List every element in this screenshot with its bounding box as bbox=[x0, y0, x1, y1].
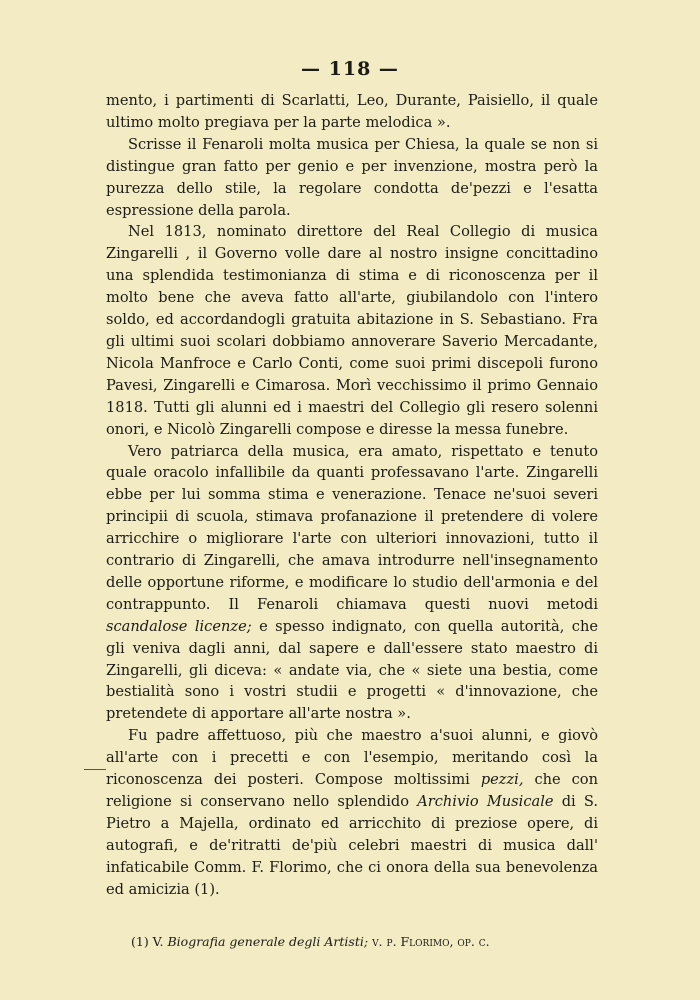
margin-mark bbox=[84, 769, 106, 770]
text-run: Vero patriarca della musica, era amato, rispettato e tenuto quale oracolo infallibile da quanti professavano l'arte. Zingarelli ebbe per lui somma stima e venerazione. Tenace ne'suoi severi principii di scuola, stimava profanazione il pretendere di volere arricchire o migliorare l'arte con ulteriori innovazioni, tutto il contrario di Zingarelli, che amava introdurre nell'insegnamento delle opportune riforme, e modificare lo studio dell'armonia e del contrappunto. Il Fenaroli chiamava questi nuovi metodi bbox=[106, 442, 598, 613]
italic-text: pezzi, bbox=[480, 771, 524, 789]
text-run: di S. Pietro a Majella, ordinato ed arricchito di preziose opere, di autografi, e de'ritratti de'più celebri maestri di musica dall' infaticabile Comm. F. Florimo, che ci onora della sua benevolenza ed amicizia (1). bbox=[106, 793, 598, 898]
paragraph bbox=[106, 725, 598, 900]
text-run: Fu padre affettuoso, più che maestro a'suoi alunni, e giovò all'arte con i precetti e con l'esempio, meritando così la riconoscenza dei posteri. Compose moltissimi bbox=[106, 727, 598, 789]
paragraph bbox=[106, 221, 598, 440]
paragraph bbox=[106, 90, 598, 134]
footnote-title: Biografia generale degli Artisti; bbox=[167, 934, 369, 949]
text-run: Scrisse il Fenaroli molta musica per Chiesa, la quale se non si distingue gran fatto per genio e per invenzione, mostra però la purezza dello stile, la regolare condotta de'pezzi e l'esatta espressione della parola. bbox=[106, 135, 598, 219]
body-text bbox=[106, 90, 598, 901]
paragraph bbox=[106, 441, 598, 726]
italic-text: Archivio Musicale bbox=[417, 793, 554, 810]
italic-text: scandalose licenze; bbox=[106, 617, 252, 635]
footnote bbox=[131, 934, 611, 950]
paragraph bbox=[106, 134, 598, 222]
footnote-reference: v. p. Florimo, op. c. bbox=[372, 934, 490, 949]
text-run: Nel 1813, nominato direttore del Real Collegio di musica Zingarelli , il Governo volle dare al nostro insigne concittadino una splendida testimonianza di stima e di riconoscenza per il molto bene che aveva fatto all'arte, giubilandolo con l'intero soldo, ed accordandogli gratuita abitazione in S. Sebastiano. Fra gli ultimi suoi scolari dobbiamo annoverare Saverio Mercadante, Nicola Manfroce e Carlo Conti, come suoi primi discepoli furono Pavesi, Zingarelli e Cimarosa. Morì vecchissimo il primo Gennaio 1818. Tutti gli alunni ed i maestri del Collegio gli resero solenni onori, e Nicolò Zingarelli compose e diresse la messa funebre. bbox=[106, 223, 598, 438]
text-run: che con religione si conservano nello splendido bbox=[106, 771, 598, 810]
text-run: mento, i partimenti di Scarlatti, Leo, Durante, Paisiello, il quale ultimo molto pregiava per la parte melodica ». bbox=[106, 92, 598, 131]
text-run: e spesso indignato, con quella autorità, che gli veniva dagli anni, dal sapere e dall'essere stato maestro di Zingarelli, gli diceva: « andate via, che « siete una bestia, come bestialità sono i vostri studii e progetti « d'innovazione, che pretendete di apportare all'arte nostra ». bbox=[106, 617, 598, 723]
footnote-marker: (1) V. bbox=[131, 934, 164, 949]
page-number: — 118 — bbox=[301, 58, 399, 80]
